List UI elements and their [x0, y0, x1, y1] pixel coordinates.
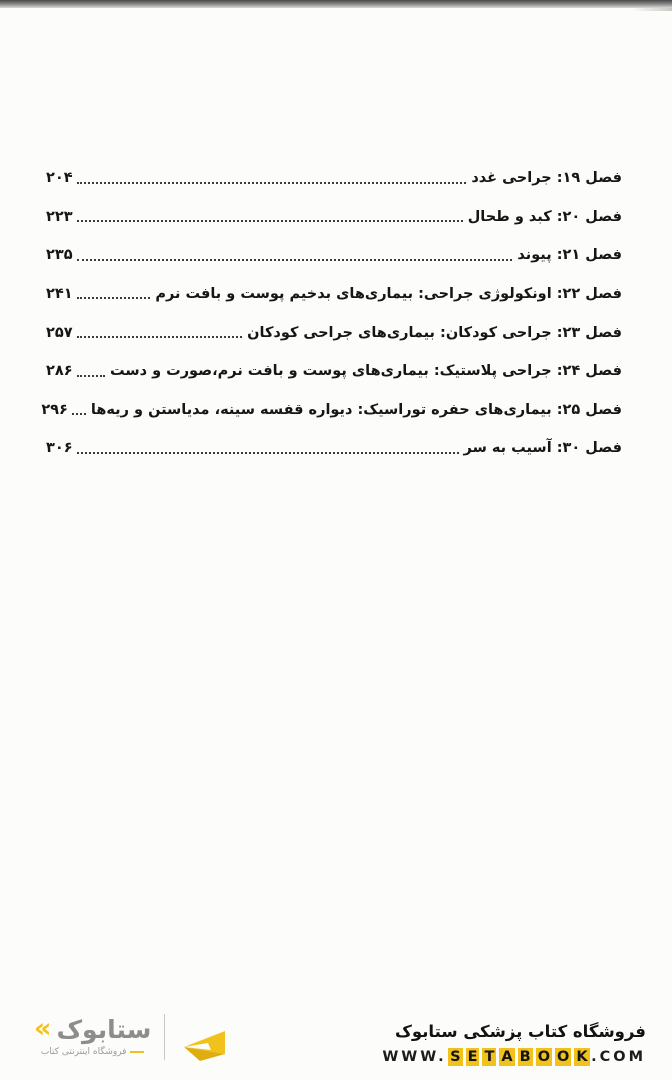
- chapter-title: فصل ۲۳: جراحی کودکان: بیماری‌های جراحی کودکان: [247, 324, 622, 341]
- scan-corner-artifact: [632, 8, 672, 11]
- chapter-title: فصل ۳۰: آسیب به سر: [463, 440, 622, 457]
- chapter-title: فصل ۱۹: جراحی غدد: [471, 170, 622, 187]
- toc-row: [46, 266, 622, 305]
- double-chevron-icon: [34, 1017, 51, 1041]
- chapter-page-number: ۲۸۶: [46, 363, 73, 380]
- logo-text-block: [34, 1017, 151, 1057]
- toc-row: [46, 304, 622, 343]
- chapter-page-number: ۲۳۵: [46, 247, 73, 264]
- toc-row: [46, 150, 622, 189]
- dotted-leader: [77, 220, 463, 222]
- dotted-leader: [72, 413, 86, 415]
- dotted-leader: [77, 182, 467, 184]
- toc-row: [41, 382, 622, 421]
- tagline-accent-dash: [130, 1051, 144, 1053]
- logo-wordmark: ستابوک: [56, 1015, 152, 1044]
- table-of-contents: [41, 150, 622, 459]
- dotted-leader: [77, 259, 513, 261]
- store-info: [382, 1022, 646, 1066]
- chapter-title: فصل ۲۰: کبد و طحال: [467, 208, 622, 225]
- chapter-page-number: ۲۵۷: [46, 324, 73, 341]
- logo-divider: [164, 1014, 165, 1060]
- url-www: WWW.: [382, 1049, 447, 1065]
- chapter-title: فصل ۲۵: بیماری‌های حفره توراسیک: دیواره قفسه سینه، مدیاستن و ریه‌ها: [90, 401, 622, 418]
- dotted-leader: [77, 375, 105, 377]
- dotted-leader: [77, 452, 459, 454]
- book-emblem-icon: [178, 1010, 232, 1064]
- store-name: فروشگاه کتاب پزشکی ستابوک: [395, 1022, 646, 1041]
- dotted-leader: [77, 336, 243, 338]
- chapter-page-number: ۲۴۱: [46, 286, 73, 303]
- chapter-page-number: ۲۲۳: [46, 208, 73, 225]
- toc-row: [46, 189, 622, 228]
- scan-edge-artifact: [0, 0, 672, 8]
- chapter-title: فصل ۲۲: اونکولوژی جراحی: بیماری‌های بدخیم پوست و بافت نرم: [155, 286, 622, 303]
- chapter-page-number: ۳۰۶: [46, 440, 73, 457]
- toc-row: [46, 420, 622, 459]
- logo-tagline: [34, 1047, 151, 1057]
- toc-row: [46, 227, 622, 266]
- toc-row: [46, 343, 622, 382]
- url-highlight: S E T A B O O K: [450, 1049, 588, 1065]
- chapter-title: فصل ۲۴: جراحی پلاستیک: بیماری‌های پوست و بافت نرم،صورت و دست: [109, 363, 622, 380]
- setabook-logo: [34, 1006, 232, 1068]
- footer: [0, 994, 672, 1080]
- chapter-page-number: ۲۹۶: [41, 401, 68, 418]
- url-tld: .COM: [591, 1049, 646, 1065]
- logo-tagline-text: فروشگاه اینترنتی کتاب: [40, 1047, 127, 1057]
- chapter-page-number: ۲۰۴: [46, 170, 73, 187]
- dotted-leader: [77, 297, 151, 299]
- store-url: [382, 1048, 646, 1066]
- chapter-title: فصل ۲۱: پیوند: [517, 247, 622, 264]
